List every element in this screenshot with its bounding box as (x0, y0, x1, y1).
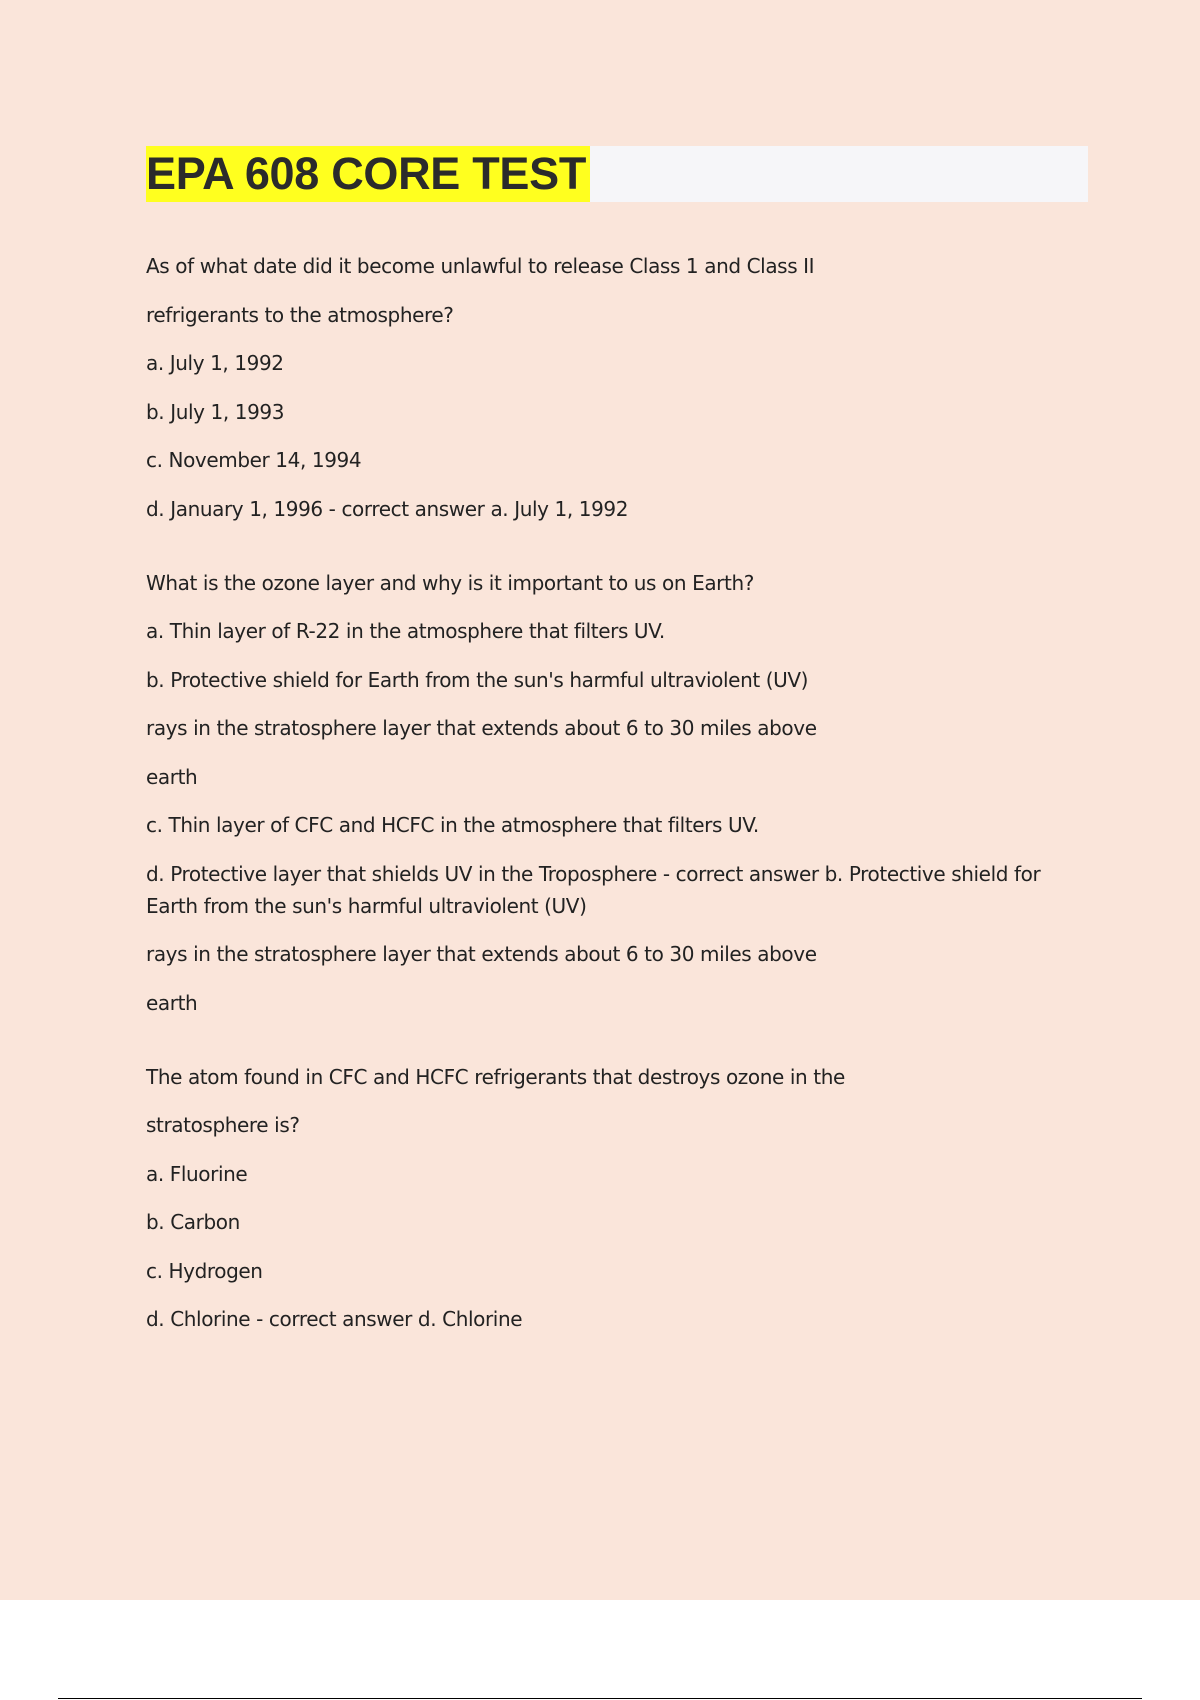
question-2-option-b-line-1: b. Protective shield for Earth from the sun's harmful ultraviolent (UV) (146, 667, 809, 692)
question-3-option-d-answer: d. Chlorine - correct answer d. Chlorine (146, 1307, 523, 1331)
question-2-option-b-line-2: rays in the stratosphere layer that extends about 6 to 30 miles above (146, 716, 817, 740)
question-3-text-line-1: The atom found in CFC and HCFC refrigerants that destroys ozone in the (146, 1064, 845, 1089)
footer-divider (58, 1698, 1142, 1699)
question-3-option-b: b. Carbon (146, 1210, 240, 1234)
question-2-option-b-line-3: earth (146, 764, 198, 789)
question-2-text: What is the ozone layer and why is it important to us on Earth? (146, 570, 754, 595)
question-3-option-c: c. Hydrogen (146, 1258, 263, 1283)
question-1 (146, 250, 1076, 525)
question-1-text-line-2: refrigerants to the atmosphere? (146, 302, 454, 327)
question-1-option-b: b. July 1, 1993 (146, 399, 285, 424)
question-2-option-c: c. Thin layer of CFC and HCFC in the atmosphere that filters UV. (146, 813, 759, 837)
question-2-answer-line-3: earth (146, 990, 198, 1015)
document-title: EPA 608 CORE TEST (146, 146, 590, 202)
question-3-text-line-2: stratosphere is? (146, 1113, 300, 1137)
question-2 (146, 567, 1076, 1019)
question-2-option-a: a. Thin layer of R-22 in the atmosphere that filters UV. (146, 619, 665, 643)
document-body (146, 250, 1076, 1377)
question-1-option-c: c. November 14, 1994 (146, 448, 362, 472)
question-2-option-d-answer: d. Protective layer that shields UV in the Troposphere - correct answer b. Protective shield for Earth from the sun's harmful ultraviolent (UV) (146, 861, 1041, 918)
question-1-text-line-1: As of what date did it become unlawful to release Class 1 and Class II (146, 254, 815, 278)
question-3 (146, 1061, 1076, 1336)
question-1-option-a: a. July 1, 1992 (146, 351, 284, 375)
question-3-option-a: a. Fluorine (146, 1161, 248, 1186)
question-1-option-d-answer: d. January 1, 1996 - correct answer a. July 1, 1992 (146, 496, 629, 521)
question-2-answer-line-2: rays in the stratosphere layer that extends about 6 to 30 miles above (146, 942, 817, 966)
